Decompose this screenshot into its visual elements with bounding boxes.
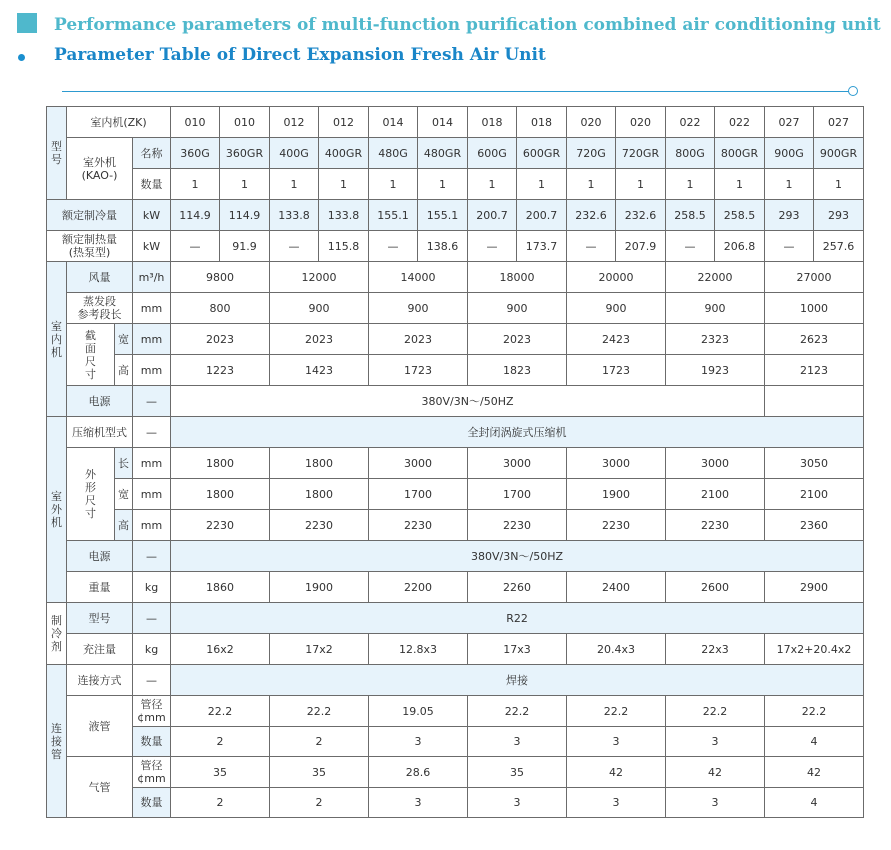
parameter-table: [46, 106, 864, 818]
table-row: [47, 634, 864, 665]
value-cell: 1: [616, 169, 666, 200]
value-cell: 1723: [567, 355, 666, 386]
value-cell: 014: [369, 107, 418, 138]
value-cell: 010: [220, 107, 270, 138]
table-row: [47, 293, 864, 324]
value-cell: 1: [270, 169, 319, 200]
value-cell: 1823: [468, 355, 567, 386]
value-cell: 3000: [468, 448, 567, 479]
value-cell: 1860: [171, 572, 270, 603]
value-cell: 2600: [666, 572, 765, 603]
table-row: [47, 510, 864, 541]
table-row: [47, 324, 864, 355]
value-cell: 022: [666, 107, 715, 138]
value-cell: 1800: [270, 448, 369, 479]
value-cell: 200.7: [468, 200, 517, 231]
value-cell: 2323: [666, 324, 765, 355]
table-body: [47, 107, 864, 818]
table-row: [47, 541, 864, 572]
value-cell: 155.1: [369, 200, 418, 231]
value-cell: 1000: [765, 293, 864, 324]
group-label-outdoor: 室 外 机: [47, 417, 67, 603]
title-square-icon: [17, 13, 37, 33]
value-cell: —: [171, 231, 220, 262]
value-cell: 258.5: [666, 200, 715, 231]
value-cell: 1: [369, 169, 418, 200]
value-cell: 1700: [468, 479, 567, 510]
page-title: Performance parameters of multi-function purification combined air conditioning unit: [54, 15, 881, 35]
value-cell: 114.9: [171, 200, 220, 231]
unit-cell: mm: [133, 448, 171, 479]
value-cell: —: [270, 231, 319, 262]
unit-cell: m³/h: [133, 262, 171, 293]
value-cell: 018: [468, 107, 517, 138]
row-label-cooling: 额定制冷量: [47, 200, 133, 231]
row-label-liquid-pipe: 液管: [67, 696, 133, 757]
value-cell: 232.6: [616, 200, 666, 231]
table-row: [47, 138, 864, 169]
value-cell: 173.7: [517, 231, 567, 262]
value-cell: —: [468, 231, 517, 262]
group-label-indoor: 室 内 机: [47, 262, 67, 417]
value-cell: 3: [666, 788, 765, 818]
value-cell: —: [369, 231, 418, 262]
value-cell: 1: [220, 169, 270, 200]
table-row: [47, 727, 864, 757]
value-cell: 3050: [765, 448, 864, 479]
value-cell: 257.6: [814, 231, 864, 262]
value-cell: 2023: [369, 324, 468, 355]
unit-cell: —: [133, 665, 171, 696]
value-cell: 19.05: [369, 696, 468, 727]
value-cell: 1223: [171, 355, 270, 386]
row-label-height: 高: [115, 355, 133, 386]
value-cell: 022: [715, 107, 765, 138]
value-cell: 2230: [666, 510, 765, 541]
value-cell: 20000: [567, 262, 666, 293]
value-cell: 35: [171, 757, 270, 788]
table-row: [47, 696, 864, 727]
value-cell: 2200: [369, 572, 468, 603]
value-cell: 17x2: [270, 634, 369, 665]
value-cell: 9800: [171, 262, 270, 293]
row-label-airflow: 风量: [67, 262, 133, 293]
value-cell: 720G: [567, 138, 616, 169]
table-row: [47, 417, 864, 448]
value-cell: R22: [171, 603, 864, 634]
value-cell: 2900: [765, 572, 864, 603]
group-label-model: 型号: [47, 107, 67, 200]
row-label-count: 数量: [133, 788, 171, 818]
row-label-outdoor-model: 室外机 (KAO-): [67, 138, 133, 200]
value-cell: 2230: [171, 510, 270, 541]
value-cell: 155.1: [418, 200, 468, 231]
value-cell: 360G: [171, 138, 220, 169]
table-row: [47, 231, 864, 262]
value-cell: 900: [270, 293, 369, 324]
value-cell: 207.9: [616, 231, 666, 262]
value-cell: 1: [715, 169, 765, 200]
value-cell: 1: [319, 169, 369, 200]
unit-cell: —: [133, 386, 171, 417]
group-label-refrigerant: 制 冷 剂: [47, 603, 67, 665]
value-cell: 1: [666, 169, 715, 200]
value-cell: 133.8: [319, 200, 369, 231]
value-cell: 22.2: [567, 696, 666, 727]
value-cell: 1: [171, 169, 220, 200]
value-cell: —: [765, 231, 814, 262]
value-cell: 1723: [369, 355, 468, 386]
value-cell: 35: [270, 757, 369, 788]
value-cell: 2230: [468, 510, 567, 541]
value-cell: 91.9: [220, 231, 270, 262]
unit-cell: mm: [133, 479, 171, 510]
value-cell: 35: [468, 757, 567, 788]
value-cell: 1700: [369, 479, 468, 510]
value-cell: 2: [270, 788, 369, 818]
value-cell: 1800: [171, 479, 270, 510]
value-cell: 900GR: [814, 138, 864, 169]
value-cell: 1923: [666, 355, 765, 386]
value-cell: 720GR: [616, 138, 666, 169]
value-cell: 20.4x3: [567, 634, 666, 665]
table-row: [47, 107, 864, 138]
value-cell: 2623: [765, 324, 864, 355]
value-cell: 1800: [270, 479, 369, 510]
row-label-outline-size: 外 形 尺 寸: [67, 448, 115, 541]
value-cell: 42: [765, 757, 864, 788]
row-label-weight: 重量: [67, 572, 133, 603]
value-cell: 18000: [468, 262, 567, 293]
value-cell: 2360: [765, 510, 864, 541]
row-label-quantity: 数量: [133, 169, 171, 200]
value-cell: 2: [171, 727, 270, 757]
row-label-width: 宽: [115, 479, 133, 510]
value-cell: 133.8: [270, 200, 319, 231]
value-cell: 2023: [171, 324, 270, 355]
value-cell: 42: [567, 757, 666, 788]
value-cell: 全封闭涡旋式压缩机: [171, 417, 864, 448]
value-cell: 28.6: [369, 757, 468, 788]
value-cell: —: [666, 231, 715, 262]
value-cell: 3000: [567, 448, 666, 479]
value-cell: 010: [171, 107, 220, 138]
value-cell: 1: [418, 169, 468, 200]
value-cell: 900G: [765, 138, 814, 169]
value-cell: 027: [765, 107, 814, 138]
value-cell: 138.6: [418, 231, 468, 262]
value-cell: 400G: [270, 138, 319, 169]
table-row: [47, 448, 864, 479]
value-cell: 2423: [567, 324, 666, 355]
value-cell: 12.8x3: [369, 634, 468, 665]
value-cell: 200.7: [517, 200, 567, 231]
value-cell: 42: [666, 757, 765, 788]
row-label-power: 电源: [67, 541, 133, 572]
value-cell: 380V/3N～/50HZ: [171, 386, 765, 417]
value-cell: —: [567, 231, 616, 262]
table-row: [47, 262, 864, 293]
value-cell: 2400: [567, 572, 666, 603]
value-cell: 600GR: [517, 138, 567, 169]
value-cell: 012: [319, 107, 369, 138]
divider-end-circle-icon: [848, 86, 858, 96]
value-cell: 2: [171, 788, 270, 818]
row-label-length: 长: [115, 448, 133, 479]
value-cell: 22.2: [468, 696, 567, 727]
value-cell: 400GR: [319, 138, 369, 169]
table-row: [47, 200, 864, 231]
value-cell: 3: [369, 788, 468, 818]
value-cell: 232.6: [567, 200, 616, 231]
unit-cell: mm: [133, 510, 171, 541]
unit-cell: mm: [133, 293, 171, 324]
value-cell: 3: [567, 727, 666, 757]
row-label-height: 高: [115, 510, 133, 541]
value-cell: 114.9: [220, 200, 270, 231]
value-cell: 22.2: [765, 696, 864, 727]
row-label-indoor-model: 室内机(ZK): [67, 107, 171, 138]
unit-cell: —: [133, 417, 171, 448]
value-cell: 3: [468, 727, 567, 757]
value-cell: 480G: [369, 138, 418, 169]
value-cell: 12000: [270, 262, 369, 293]
value-cell: 293: [765, 200, 814, 231]
table-row: [47, 788, 864, 818]
value-cell: 900: [468, 293, 567, 324]
value-cell: 1900: [270, 572, 369, 603]
value-cell: 3: [468, 788, 567, 818]
value-cell: 2: [270, 727, 369, 757]
value-cell: 1: [765, 169, 814, 200]
table-row: [47, 603, 864, 634]
value-cell: 2123: [765, 355, 864, 386]
row-label-power: 电源: [67, 386, 133, 417]
unit-cell: kg: [133, 572, 171, 603]
value-cell: 27000: [765, 262, 864, 293]
row-label-gas-pipe: 气管: [67, 757, 133, 818]
row-label-section-size: 截 面 尺 寸: [67, 324, 115, 386]
row-label-name: 名称: [133, 138, 171, 169]
value-cell: 焊接: [171, 665, 864, 696]
value-cell: 3000: [666, 448, 765, 479]
table-row: [47, 665, 864, 696]
row-label-width: 宽: [115, 324, 133, 355]
table-row: [47, 479, 864, 510]
unit-cell: mm: [133, 355, 171, 386]
value-cell: 020: [616, 107, 666, 138]
value-cell: 900: [567, 293, 666, 324]
value-cell: 1423: [270, 355, 369, 386]
value-cell: 900: [369, 293, 468, 324]
value-cell: 2230: [369, 510, 468, 541]
value-cell: 4: [765, 727, 864, 757]
value-cell: 600G: [468, 138, 517, 169]
value-cell: 2230: [270, 510, 369, 541]
row-label-diameter: 管径 ¢mm: [133, 696, 171, 727]
value-cell: 14000: [369, 262, 468, 293]
value-cell: 1: [517, 169, 567, 200]
value-cell: 900: [666, 293, 765, 324]
unit-cell: —: [133, 541, 171, 572]
value-cell: 22.2: [171, 696, 270, 727]
value-cell: 3000: [369, 448, 468, 479]
bullet-dot-icon: [18, 54, 25, 61]
value-cell: 2100: [765, 479, 864, 510]
value-cell: 3: [567, 788, 666, 818]
value-cell: 17x2+20.4x2: [765, 634, 864, 665]
value-cell: 17x3: [468, 634, 567, 665]
value-cell: 480GR: [418, 138, 468, 169]
value-cell: 1800: [171, 448, 270, 479]
row-label-connection: 连接方式: [67, 665, 133, 696]
value-cell: 206.8: [715, 231, 765, 262]
row-label-evaporator: 蒸发段 参考段长: [67, 293, 133, 324]
row-label-count: 数量: [133, 727, 171, 757]
value-cell: 22x3: [666, 634, 765, 665]
row-label-heating: 额定制热量 (热泵型): [47, 231, 133, 262]
table-row: [47, 757, 864, 788]
value-cell: 2260: [468, 572, 567, 603]
table-row: [47, 572, 864, 603]
value-cell: 22.2: [666, 696, 765, 727]
row-label-charge: 充注量: [67, 634, 133, 665]
row-label-refrigerant-type: 型号: [67, 603, 133, 634]
value-cell: 293: [814, 200, 864, 231]
value-cell: 2230: [567, 510, 666, 541]
value-cell: 2023: [270, 324, 369, 355]
row-label-compressor: 压缩机型式: [67, 417, 133, 448]
unit-cell: mm: [133, 324, 171, 355]
value-cell: 1900: [567, 479, 666, 510]
value-cell: 020: [567, 107, 616, 138]
unit-cell: —: [133, 603, 171, 634]
value-cell: 014: [418, 107, 468, 138]
table-row: [47, 169, 864, 200]
unit-cell: kg: [133, 634, 171, 665]
row-label-diameter: 管径 ¢mm: [133, 757, 171, 788]
unit-cell: kW: [133, 231, 171, 262]
value-cell: 018: [517, 107, 567, 138]
value-cell: 800GR: [715, 138, 765, 169]
value-cell: 1: [814, 169, 864, 200]
table-row: [47, 355, 864, 386]
value-cell: 380V/3N～/50HZ: [171, 541, 864, 572]
value-cell: 3: [369, 727, 468, 757]
value-cell: 027: [814, 107, 864, 138]
value-cell: 16x2: [171, 634, 270, 665]
value-cell: 012: [270, 107, 319, 138]
value-cell: 360GR: [220, 138, 270, 169]
group-label-pipe: 连 接 管: [47, 665, 67, 818]
page-subtitle: Parameter Table of Direct Expansion Fresh Air Unit: [54, 45, 546, 65]
divider-line: [62, 91, 850, 92]
value-cell: 1: [468, 169, 517, 200]
value-cell: 115.8: [319, 231, 369, 262]
unit-cell: kW: [133, 200, 171, 231]
value-cell: 1: [567, 169, 616, 200]
value-cell: 22.2: [270, 696, 369, 727]
table-row: [47, 386, 864, 417]
value-cell: 800G: [666, 138, 715, 169]
value-cell: 2100: [666, 479, 765, 510]
value-cell: 4: [765, 788, 864, 818]
value-cell: 2023: [468, 324, 567, 355]
value-cell: 3: [666, 727, 765, 757]
empty-cell: [765, 386, 864, 417]
value-cell: 800: [171, 293, 270, 324]
value-cell: 22000: [666, 262, 765, 293]
value-cell: 258.5: [715, 200, 765, 231]
